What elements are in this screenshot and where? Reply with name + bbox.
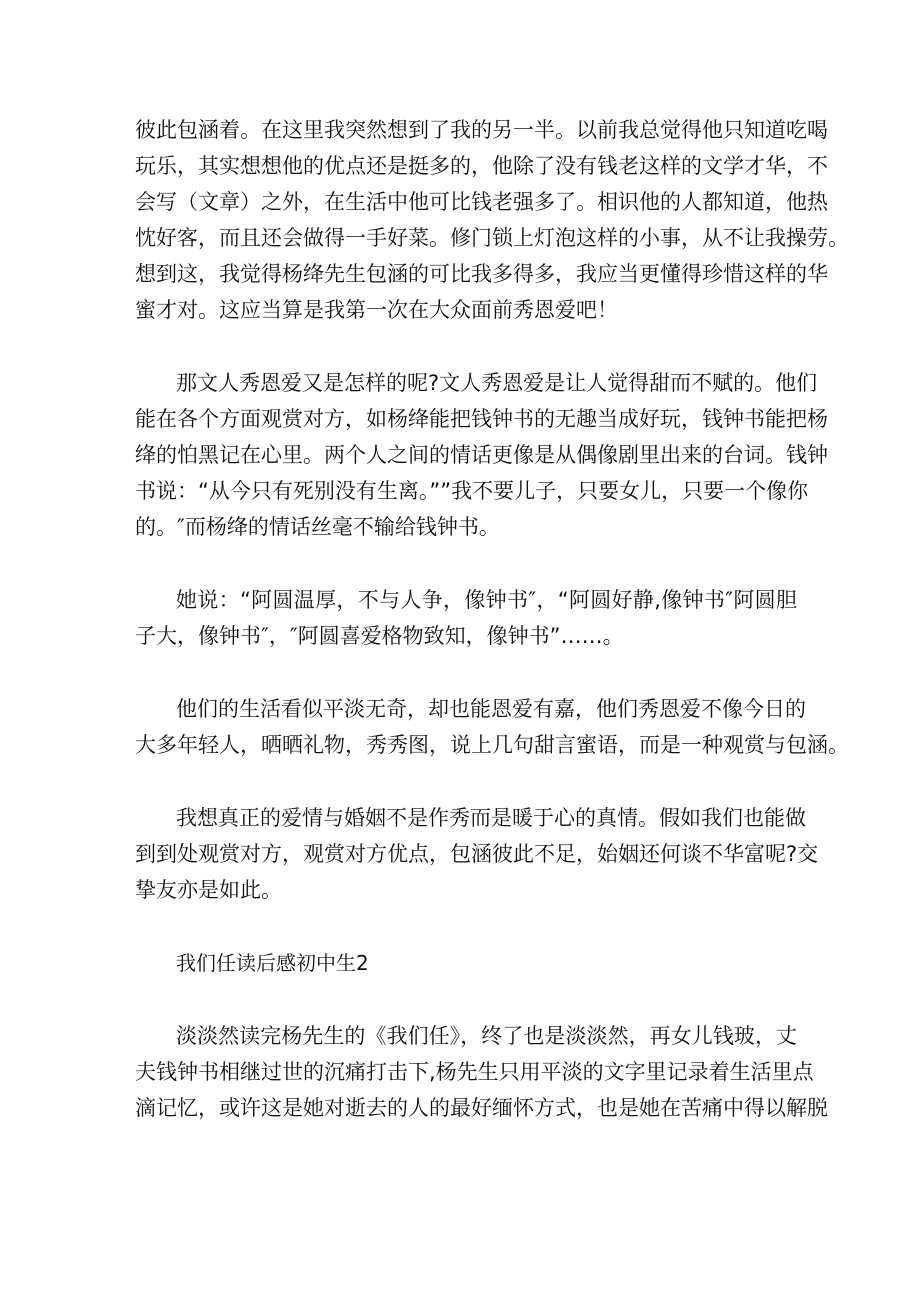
- text-line: 会写（文章）之外，在生活中他可比钱老强多了。相识他的人都知道，他热: [135, 190, 828, 214]
- text-line: 想到这，我觉得杨绛先生包涵的可比我多得多，我应当更懂得珍惜这样的华: [135, 262, 828, 286]
- paragraph-spacer: [135, 654, 797, 691]
- paragraph-spacer: [135, 328, 797, 365]
- text-line: 挚友亦是如此。: [135, 878, 282, 902]
- paragraph: [135, 800, 819, 908]
- paragraph: [135, 365, 828, 545]
- text-line: 夫钱钟书相继过世的沉痛打击下,杨先生只用平淡的文字里记录着生活里点: [135, 1060, 814, 1084]
- paragraph: [135, 582, 797, 654]
- text-line: 到到处观赏对方，观赏对方优点，包涵彼此不足，始姻还何谈不华富呢?交: [135, 842, 819, 866]
- text-line: 子大，像钟书″，″阿圆喜爱格物致知，像钟书”……。: [135, 624, 624, 648]
- paragraph-spacer: [135, 763, 797, 800]
- paragraph: [135, 1018, 828, 1126]
- text-line: 忱好客，而且还会做得一手好菜。修门锁上灯泡这样的小事，从不让我操劳。: [135, 226, 849, 250]
- text-line: 蜜才对。这应当算是我第一次在大众面前秀恩爱吧！: [135, 298, 618, 322]
- paragraph-spacer: [135, 545, 797, 582]
- section-heading: 我们任读后感初中生2: [176, 951, 369, 975]
- text-line: 她说：“阿圆温厚，不与人争，像钟书″，“阿圆好静,像钟书″阿圆胆: [176, 588, 797, 612]
- text-line: 滴记忆，或许这是她对逝去的人的最好缅怀方式，也是她在苦痛中得以解脱: [135, 1096, 828, 1120]
- paragraph-spacer: [135, 908, 797, 945]
- paragraph-spacer: [135, 981, 797, 1018]
- text-line: 大多年轻人，晒晒礼物，秀秀图，说上几句甜言蜜语，而是一种观赏与包涵。: [135, 733, 849, 757]
- text-line: 书说：“从今只有死别没有生离。””我不要儿子，只要女儿，只要一个像你: [135, 479, 809, 503]
- document-body: [135, 112, 849, 1126]
- text-line: 淡淡然读完杨先生的《我们任》，终了也是淡淡然，再女儿钱玻，丈: [176, 1024, 797, 1048]
- paragraph: [135, 691, 849, 763]
- text-line: 玩乐，其实想想他的优点还是挺多的，他除了没有钱老这样的文学才华，不: [135, 154, 828, 178]
- text-line: 他们的生活看似平淡无奇，却也能恩爱有嘉，他们秀恩爱不像今日的: [176, 697, 806, 721]
- text-line: 那文人秀恩爱又是怎样的呢?文人秀恩爱是让人觉得甜而不赋的。他们: [176, 371, 818, 395]
- paragraph: [135, 112, 849, 328]
- text-line: 的。″而杨绛的情话丝毫不输给钱钟书。: [135, 515, 500, 539]
- text-line: 能在各个方面观赏对方，如杨绛能把钱钟书的无趣当成好玩，钱钟书能把杨: [135, 407, 828, 431]
- text-line: 绛的怕黑记在心里。两个人之间的情话更像是从偶像剧里出来的台词。钱钟: [135, 443, 828, 467]
- text-line: 我想真正的爱情与婚姻不是作秀而是暖于心的真情。假如我们也能做: [176, 806, 806, 830]
- text-line: 彼此包涵着。在这里我突然想到了我的另一半。以前我总觉得他只知道吃喝: [135, 118, 828, 142]
